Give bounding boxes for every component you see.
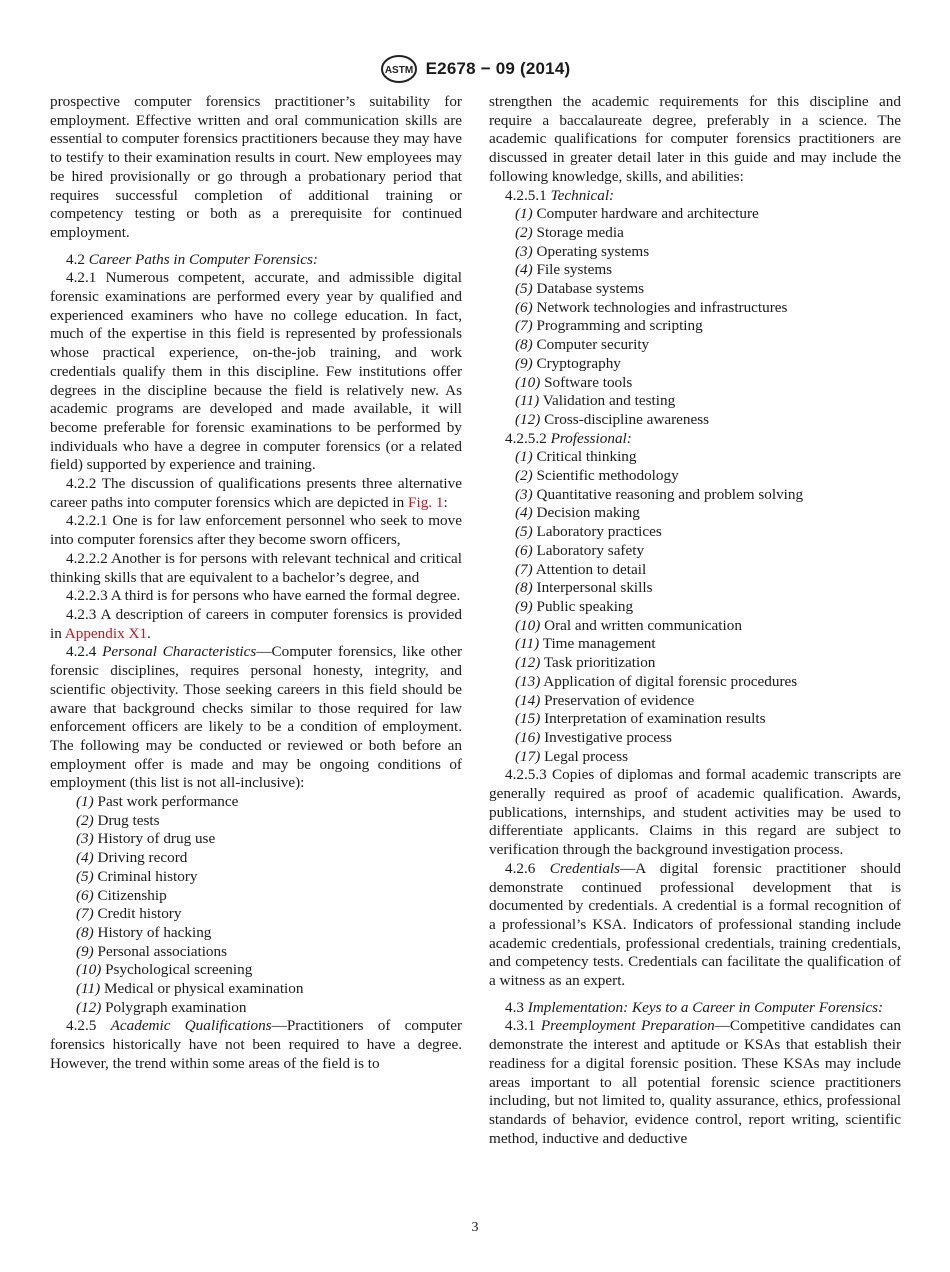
list-item: (7) Programming and scripting: [515, 317, 703, 335]
paragraph-4-2-5: 4.2.5 Academic Qualifications—Practitioners of computer forensics historically have not been required to have a degree. However, the trend within some areas of the field is to: [50, 1017, 463, 1072]
list-item: (3) Operating systems: [515, 242, 650, 260]
paragraph-4-3-1: 4.3.1 Preemployment Preparation—Competitive candidates can demonstrate the interest and aptitude or KSAs that establish their readiness for a digital forensic position. These KSAs may include areas important to all potential forensic science practitioners including, but not limited to, quality assurance, ethics, professional standards of behavior, evidence control, report writing, scientific method, inductive and deductive: [489, 1017, 901, 1147]
list-item: (12) Polygraph examination: [76, 998, 247, 1016]
left-column: [50, 93, 462, 1074]
paragraph-4-2-2: 4.2.2 The discussion of qualifications presents three alternative career paths into computer forensics which are depicted in Fig. 1:: [50, 475, 462, 511]
paragraph-4-2-2-1: 4.2.2.1 One is for law enforcement personnel who seek to move into computer forensics after they become sworn officers,: [50, 512, 462, 549]
paragraph-4-2-4: 4.2.4 Personal Characteristics—Computer forensics, like other forensic disciplines, requires personal honesty, integrity, and scientific objectivity. Those seeking careers in this field should be aware that background checks similar to those required for law enforcement officers are likely to be a condition of employment. The following may be conducted or reviewed or both before an employment offer is made and may be ongoing conditions of employment (this list is not all-inclusive):: [50, 643, 462, 792]
list-item: (17) Legal process: [515, 747, 629, 765]
paragraph-4-2-6: 4.2.6 Credentials—A digital forensic practitioner should demonstrate continued professional development that is documented by credentials. A credential is a formal recognition of a professional’s KSA. Indicators of professional standing include academic credentials, professional credentials, training credentials, and competency tests. Credentials can facilitate the qualification of a witness as an expert.: [489, 859, 901, 990]
list-item: (12) Task prioritization: [515, 654, 656, 672]
list-item: (3) Quantitative reasoning and problem solving: [515, 485, 804, 503]
list-item: (15) Interpretation of examination results: [515, 710, 766, 728]
list-item: (4) Decision making: [515, 504, 640, 522]
paragraph-4-2-2-3: 4.2.2.3 A third is for persons who have earned the formal degree.: [66, 587, 461, 605]
list-item: (1) Computer hardware and architecture: [515, 205, 759, 223]
list-item: (11) Time management: [515, 635, 656, 653]
list-item: (5) Criminal history: [76, 867, 198, 885]
right-column: [489, 93, 901, 1148]
list-item: (5) Laboratory practices: [515, 523, 662, 541]
list-item: (9) Cryptography: [515, 354, 621, 372]
technical-list: [489, 205, 901, 429]
list-item: (16) Investigative process: [515, 728, 672, 746]
list-item: (7) Attention to detail: [515, 560, 647, 578]
section-4-2-5-1-heading: 4.2.5.1 Technical:: [505, 186, 615, 204]
list-item: (9) Personal associations: [76, 942, 228, 960]
list-item: (8) History of hacking: [76, 923, 212, 941]
list-item: (4) File systems: [515, 261, 613, 279]
list-item: (14) Preservation of evidence: [515, 691, 695, 709]
list-item: (1) Critical thinking: [515, 448, 637, 466]
list-item: (1) Past work performance: [76, 793, 239, 811]
list-item: (6) Citizenship: [76, 886, 167, 904]
list-item: (8) Computer security: [515, 336, 650, 354]
section-title: Career Paths in Computer Forensics:: [88, 250, 318, 268]
section-number: 4.2: [66, 250, 85, 268]
list-item: (12) Cross-discipline awareness: [515, 410, 710, 428]
list-item: (11) Medical or physical examination: [76, 980, 304, 998]
fig-1-link[interactable]: Fig. 1: [408, 493, 444, 511]
list-item: (9) Public speaking: [515, 597, 634, 615]
list-item: (2) Drug tests: [76, 811, 160, 829]
list-item: (8) Interpersonal skills: [515, 579, 653, 597]
section-4-2-5-2-heading: 4.2.5.2 Professional:: [505, 429, 632, 447]
paragraph-4-2-3: 4.2.3 A description of careers in computer forensics is provided in Appendix X1.: [50, 605, 462, 642]
paragraph-4-2-2-2: 4.2.2.2 Another is for persons with relevant technical and critical thinking skills that are equivalent to a bachelor’s degree, and: [50, 549, 462, 586]
list-item: (13) Application of digital forensic procedures: [515, 672, 798, 690]
list-item: (3) History of drug use: [76, 830, 216, 848]
personal-characteristics-list: [50, 793, 462, 1017]
list-item: (7) Credit history: [76, 905, 182, 923]
appendix-x1-link[interactable]: Appendix X1: [64, 624, 148, 642]
astm-logo-icon: [380, 54, 418, 84]
professional-list: [489, 448, 901, 766]
list-item: (5) Database systems: [515, 280, 645, 298]
svg-text:ASTM: ASTM: [384, 65, 413, 76]
list-item: (2) Storage media: [515, 223, 624, 241]
page-header: [0, 52, 950, 86]
paragraph-continuation: strengthen the academic requirements for this discipline and require a baccalaureate degree, preferably in a science. The academic qualifications for computer forensics practitioners are discussed in greater detail later in this guide and may include the following knowledge, skills, and abilities:: [489, 93, 901, 185]
list-item: (10) Software tools: [515, 373, 633, 391]
list-item: (6) Network technologies and infrastructures: [515, 298, 788, 316]
page-number: 3: [471, 1220, 479, 1235]
list-item: (10) Psychological screening: [76, 961, 253, 979]
paragraph-4-2-1: 4.2.1 Numerous competent, accurate, and admissible digital forensic examinations are performed every year by qualified and experienced examiners who have no college education. In fact, much of the expertise in this field is represented by professionals whose practical experience, on-the-job training, and work credentials qualify them in this discipline. Few institutions offer degrees in the discipline because the field is relatively new. As academic programs are developed and made available, it will become preferable for forensic examinations to be performed by individuals who have a degree in computer forensics (or a related field) supported by experience and training.: [50, 269, 462, 474]
list-item: (2) Scientific methodology: [515, 467, 679, 485]
paragraph-intro: prospective computer forensics practitioner’s suitability for employment. Effective written and oral communication skills are essential to computer forensics practitioners because they may have to testify to their examination results in court. New employees may be hired provisionally or go through a probationary period that requires successful completion of additional training or competency testing or both as a prerequisite for continued employment.: [50, 93, 462, 241]
list-item: (11) Validation and testing: [515, 392, 676, 410]
section-4-3-heading: 4.3 Implementation: Keys to a Career in Computer Forensics:: [505, 998, 884, 1016]
section-4-2-heading: [50, 251, 462, 270]
list-item: (6) Laboratory safety: [515, 541, 645, 559]
document-designation: E2678 − 09 (2014): [425, 59, 571, 78]
paragraph-4-2-5-3: 4.2.5.3 Copies of diplomas and formal academic transcripts are generally required as proof of academic qualification. Awards, publications, internships, and student activities may be used to differentiate applicants. Claims in this regard are subject to verification through the background investigation process.: [489, 766, 901, 859]
list-item: (4) Driving record: [76, 849, 188, 867]
list-item: (10) Oral and written communication: [515, 616, 742, 634]
